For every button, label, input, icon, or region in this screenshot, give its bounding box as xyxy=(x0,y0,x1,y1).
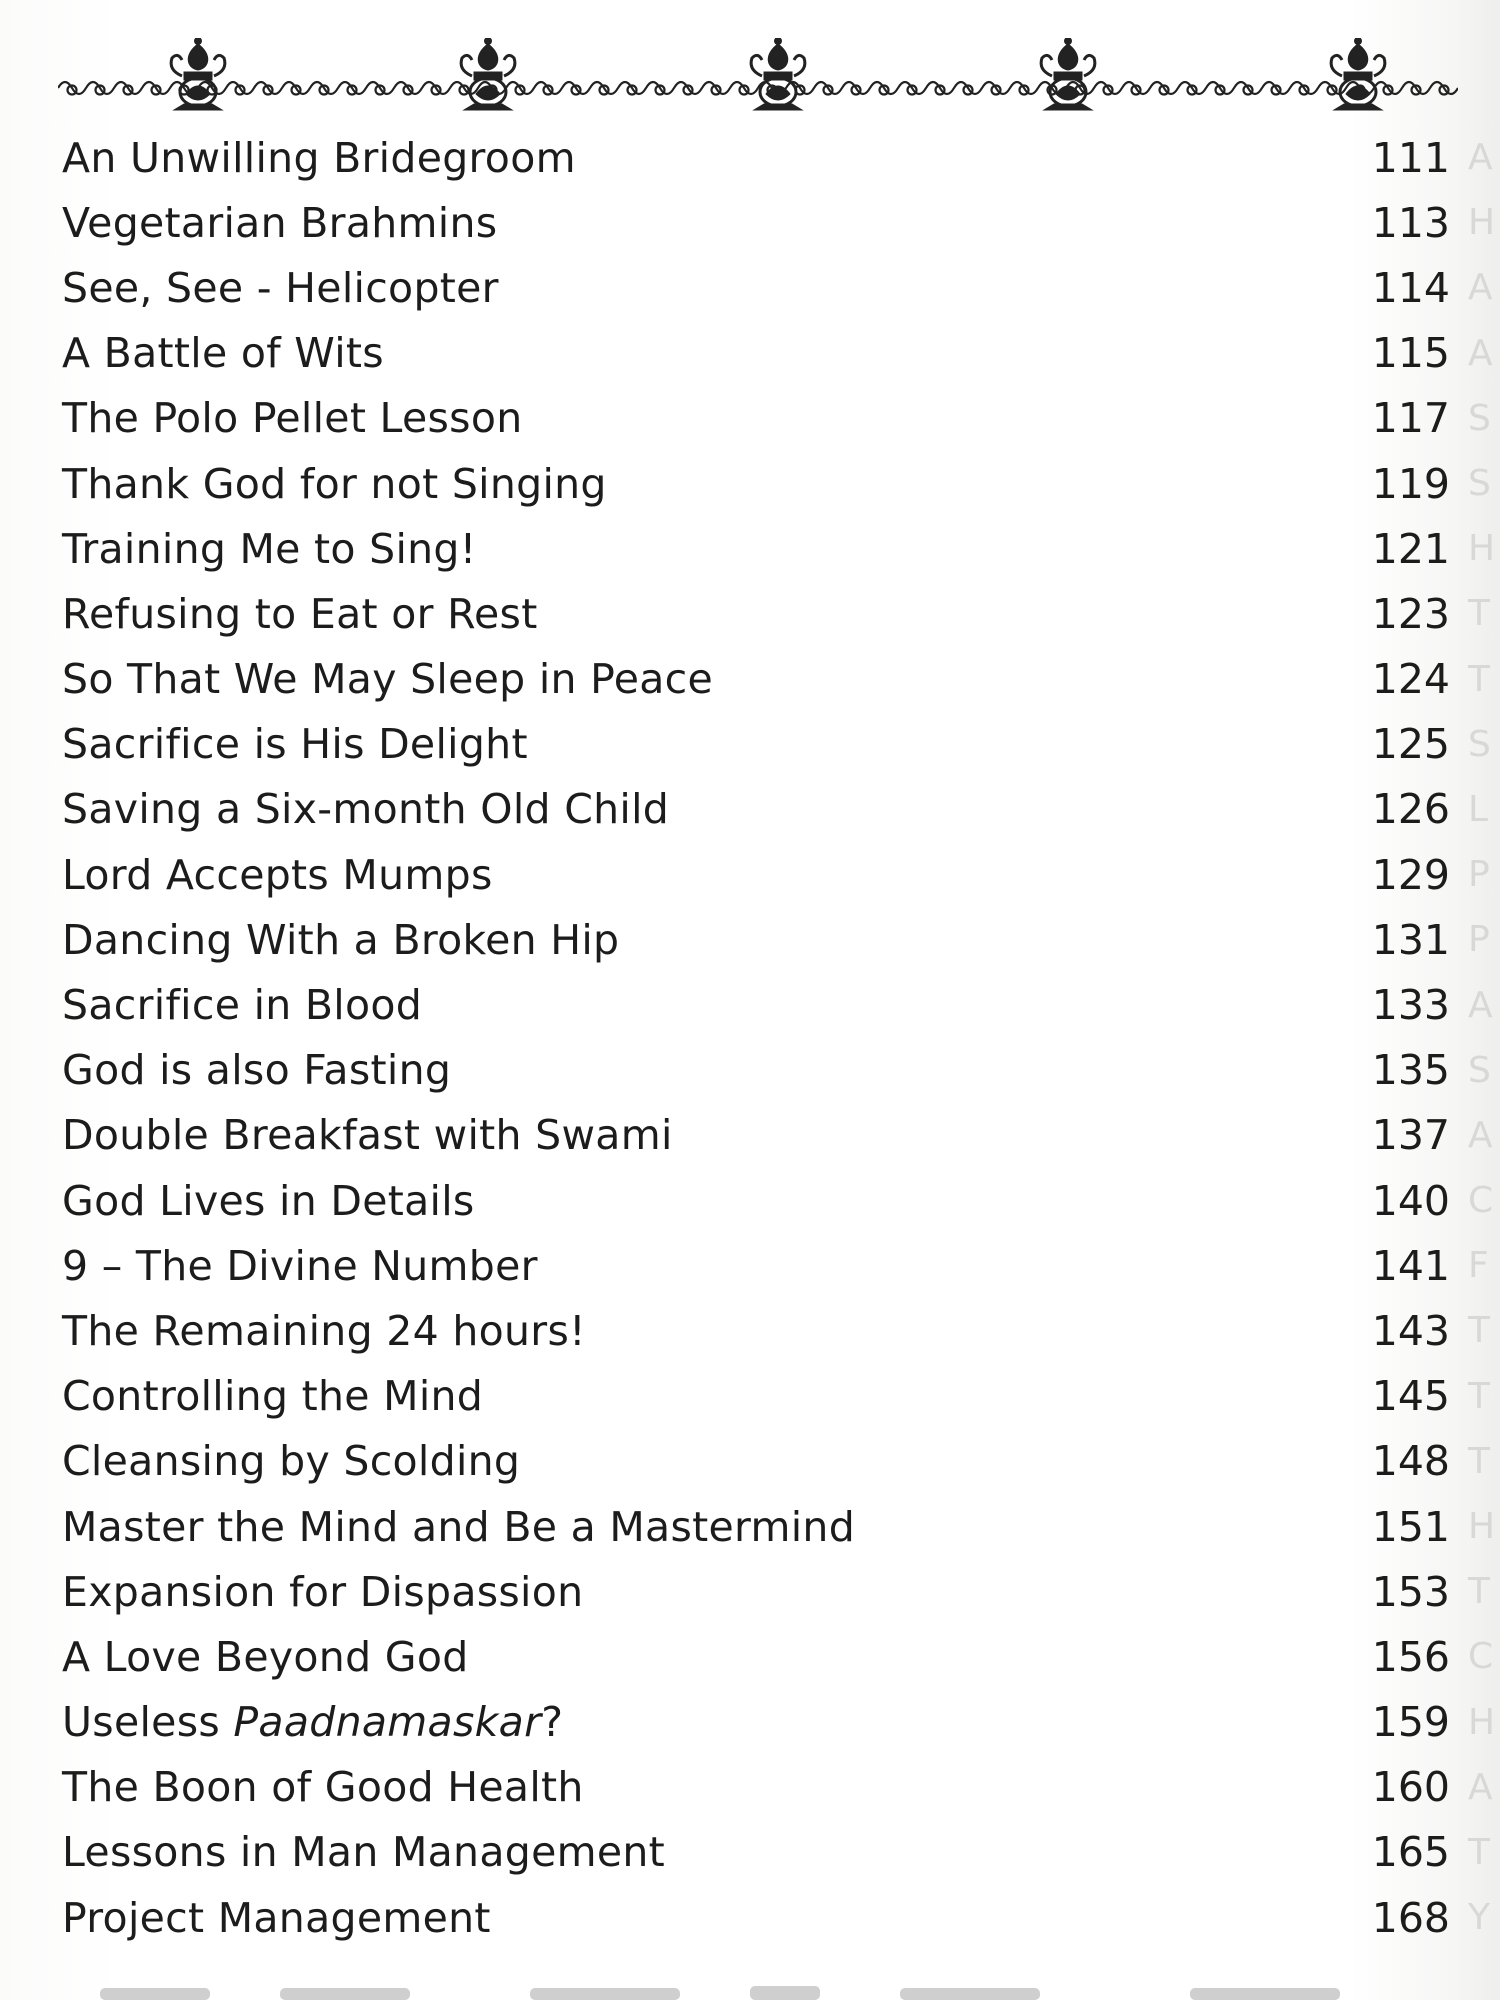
toc-entry xyxy=(62,1820,1452,1885)
bleed-through-letter: Y xyxy=(1468,1897,1490,1939)
toc-entry-title: Controlling the Mind xyxy=(62,1372,484,1421)
toc-entry xyxy=(62,581,1452,646)
toc-entry-title: So That We May Sleep in Peace xyxy=(62,655,714,704)
toc-entry-title: Project Management xyxy=(62,1893,491,1942)
bleed-through-letter: A xyxy=(1468,984,1493,1026)
toc-entry-page-number: 133 xyxy=(1371,981,1450,1030)
toc-entry-page-number: 148 xyxy=(1371,1437,1450,1486)
toc-entry xyxy=(62,1364,1452,1429)
toc-entry xyxy=(62,321,1452,386)
toc-entry xyxy=(62,1690,1452,1755)
toc-entry-title: Refusing to Eat or Rest xyxy=(62,589,538,638)
toc-entry-page-number: 115 xyxy=(1371,329,1450,378)
bleed-through-letter: S xyxy=(1468,463,1491,505)
toc-entry xyxy=(62,451,1452,516)
toc-entry-page-number: 125 xyxy=(1371,720,1450,769)
toc-entry xyxy=(62,1168,1452,1233)
bleed-through-letter: T xyxy=(1468,593,1490,635)
bleed-through-letter: H xyxy=(1468,202,1496,244)
toc-entry-title: See, See - Helicopter xyxy=(62,263,499,312)
toc-entry-page-number: 121 xyxy=(1371,524,1450,573)
bleed-through-letter: A xyxy=(1468,267,1493,309)
toc-entry-title: Cleansing by Scolding xyxy=(62,1437,521,1486)
bleed-through-letter: T xyxy=(1468,1571,1490,1613)
bleed-through-letter: A xyxy=(1468,1114,1493,1156)
toc-entry-title: Dancing With a Broken Hip xyxy=(62,915,620,964)
table-of-contents xyxy=(62,125,1452,1950)
toc-entry xyxy=(62,1103,1452,1168)
toc-entry-page-number: 119 xyxy=(1371,459,1450,508)
bleed-through-bottom-text xyxy=(60,1982,1440,2000)
bleed-through-letter: P xyxy=(1468,919,1490,961)
bleed-through-letter: P xyxy=(1468,854,1490,896)
toc-entry-title: Double Breakfast with Swami xyxy=(62,1111,673,1160)
toc-entry-title: Training Me to Sing! xyxy=(62,524,477,573)
toc-entry xyxy=(62,125,1452,190)
bleed-through-letter: T xyxy=(1468,1375,1490,1417)
bleed-through-letter: S xyxy=(1468,1049,1491,1091)
toc-entry-title: Vegetarian Brahmins xyxy=(62,198,498,247)
toc-entry xyxy=(62,907,1452,972)
toc-entry xyxy=(62,1494,1452,1559)
toc-entry xyxy=(62,1559,1452,1624)
toc-entry xyxy=(62,516,1452,581)
toc-entry-page-number: 156 xyxy=(1371,1632,1450,1681)
bleed-through-letter: S xyxy=(1468,397,1491,439)
toc-entry-title: Saving a Six-month Old Child xyxy=(62,785,670,834)
bleed-through-letter: H xyxy=(1468,1506,1496,1548)
toc-entry xyxy=(62,1233,1452,1298)
toc-entry-page-number: 126 xyxy=(1371,785,1450,834)
toc-entry-title: 9 – The Divine Number xyxy=(62,1241,538,1290)
toc-entry-page-number: 141 xyxy=(1371,1241,1450,1290)
toc-entry-title: Useless Paadnamaskar? xyxy=(62,1698,564,1747)
toc-entry-page-number: 137 xyxy=(1371,1111,1450,1160)
bleed-through-letter: T xyxy=(1468,1310,1490,1352)
toc-entry xyxy=(62,1429,1452,1494)
toc-entry-page-number: 160 xyxy=(1371,1763,1450,1812)
bleed-through-letter: T xyxy=(1468,658,1490,700)
toc-entry xyxy=(62,386,1452,451)
toc-entry xyxy=(62,777,1452,842)
bleed-through-letter: A xyxy=(1468,1766,1493,1808)
toc-entry-page-number: 143 xyxy=(1371,1306,1450,1355)
decorative-scroll-border-icon xyxy=(58,38,1458,118)
toc-entry xyxy=(62,1885,1452,1950)
toc-entry-page-number: 153 xyxy=(1371,1567,1450,1616)
toc-entry xyxy=(62,1755,1452,1820)
toc-entry-title: The Polo Pellet Lesson xyxy=(62,394,523,443)
toc-entry xyxy=(62,1624,1452,1689)
toc-entry-title: God Lives in Details xyxy=(62,1176,475,1225)
toc-entry-title: Master the Mind and Be a Mastermind xyxy=(62,1502,856,1551)
toc-entry-page-number: 135 xyxy=(1371,1046,1450,1095)
toc-entry-page-number: 159 xyxy=(1371,1698,1450,1747)
toc-entry-page-number: 123 xyxy=(1371,589,1450,638)
bleed-through-letter: H xyxy=(1468,1701,1496,1743)
bleed-through-letter: H xyxy=(1468,528,1496,570)
toc-entry xyxy=(62,647,1452,712)
toc-entry xyxy=(62,1298,1452,1363)
bleed-through-letter: C xyxy=(1468,1636,1494,1678)
toc-entry-page-number: 129 xyxy=(1371,850,1450,899)
toc-entry xyxy=(62,1038,1452,1103)
toc-entry-page-number: 168 xyxy=(1371,1893,1450,1942)
toc-entry xyxy=(62,190,1452,255)
bleed-through-letter: L xyxy=(1468,788,1489,830)
toc-entry-title: An Unwilling Bridegroom xyxy=(62,133,576,182)
toc-entry-page-number: 145 xyxy=(1371,1372,1450,1421)
toc-entry-page-number: 151 xyxy=(1371,1502,1450,1551)
toc-entry xyxy=(62,255,1452,320)
bleed-through-letter: A xyxy=(1468,332,1493,374)
toc-entry-title: Sacrifice in Blood xyxy=(62,981,423,1030)
toc-entry-title: The Boon of Good Health xyxy=(62,1763,584,1812)
bleed-through-letter: T xyxy=(1468,1831,1490,1873)
bleed-through-letter: S xyxy=(1468,723,1491,765)
toc-entry-page-number: 131 xyxy=(1371,915,1450,964)
toc-entry-page-number: 113 xyxy=(1371,198,1450,247)
toc-entry-page-number: 114 xyxy=(1371,263,1450,312)
bleed-through-text xyxy=(1460,125,1500,1955)
toc-entry xyxy=(62,712,1452,777)
bleed-through-letter: C xyxy=(1468,1180,1494,1222)
toc-entry xyxy=(62,972,1452,1037)
bleed-through-letter: T xyxy=(1468,1440,1490,1482)
bleed-through-letter: F xyxy=(1468,1245,1489,1287)
toc-entry-title: Sacrifice is His Delight xyxy=(62,720,528,769)
toc-entry-title: A Battle of Wits xyxy=(62,329,384,378)
toc-entry-title: Lord Accepts Mumps xyxy=(62,850,493,899)
toc-entry-page-number: 111 xyxy=(1371,133,1450,182)
bleed-through-letter: A xyxy=(1468,137,1493,179)
toc-entry-page-number: 165 xyxy=(1371,1828,1450,1877)
toc-entry-title: Lessons in Man Management xyxy=(62,1828,666,1877)
toc-entry-title: Expansion for Dispassion xyxy=(62,1567,584,1616)
toc-entry-page-number: 124 xyxy=(1371,655,1450,704)
toc-entry xyxy=(62,842,1452,907)
toc-entry-title: The Remaining 24 hours! xyxy=(62,1306,586,1355)
toc-entry-page-number: 117 xyxy=(1371,394,1450,443)
toc-entry-title: Thank God for not Singing xyxy=(62,459,607,508)
toc-entry-title: A Love Beyond God xyxy=(62,1632,469,1681)
toc-entry-title: God is also Fasting xyxy=(62,1046,452,1095)
toc-entry-page-number: 140 xyxy=(1371,1176,1450,1225)
